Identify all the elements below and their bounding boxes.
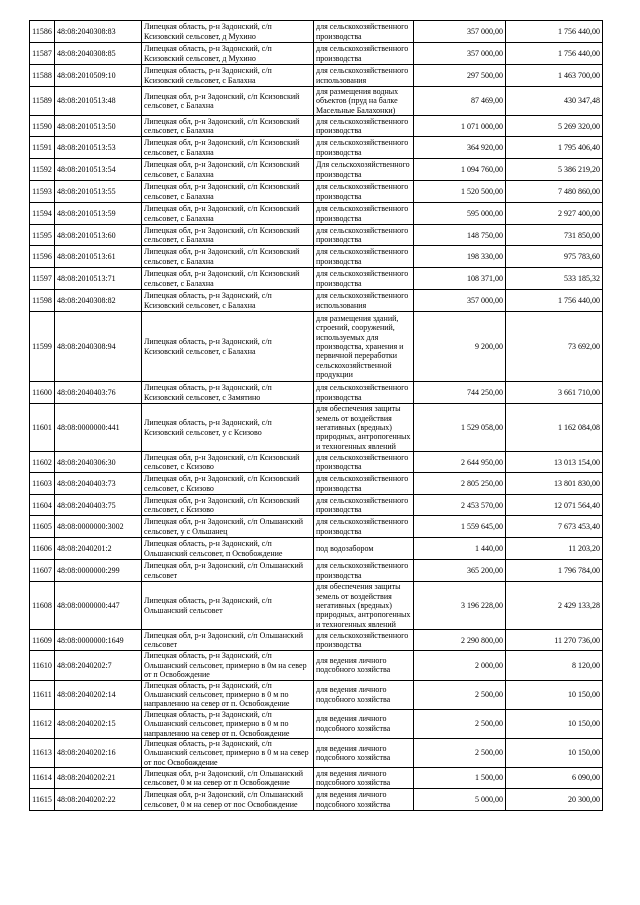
permitted-use-cell: для сельскохозяйственного производства: [314, 382, 414, 404]
permitted-use-cell: для сельскохозяйственного производства: [314, 203, 414, 225]
area-cell: 2 644 950,00: [414, 452, 506, 473]
cadastral-number-cell: 48:08:2040308:85: [55, 43, 142, 65]
permitted-use-cell: для сельскохозяйственного производства: [314, 43, 414, 65]
cadastral-value-cell: 11 270 736,00: [506, 630, 603, 651]
cadastral-value-cell: 11 203,20: [506, 538, 603, 560]
table-row: [30, 630, 603, 651]
location-cell: Липецкая область, р-н Задонский, с/п Ксизовский сельсовет, с Балахна: [142, 290, 314, 312]
table-row: [30, 738, 603, 767]
table-row: [30, 495, 603, 516]
table-row: [30, 203, 603, 225]
area-cell: 1 559 645,00: [414, 516, 506, 538]
cadastral-number-cell: 48:08:2010509:10: [55, 65, 142, 87]
row-number-cell: 11602: [30, 452, 55, 473]
row-number-cell: 11588: [30, 65, 55, 87]
table-row: [30, 582, 603, 630]
location-cell: Липецкая область, р-н Задонский, с/п Ксизовский сельсовет, д Мухино: [142, 21, 314, 43]
location-cell: Липецкая область, р-н Задонский, с/п Ольшанский сельсовет, примерно в 0 м на север от пос Освобождение: [142, 738, 314, 767]
row-number-cell: 11608: [30, 582, 55, 630]
location-cell: Липецкая обл, р-н Задонский, с/п Ксизовский сельсовет, с Балахна: [142, 181, 314, 203]
cadastral-number-cell: 48:08:0000000:299: [55, 560, 142, 582]
location-cell: Липецкая область, р-н Задонский, с/п Ольшанский сельсовет: [142, 582, 314, 630]
cadastral-number-cell: 48:08:2010513:50: [55, 116, 142, 137]
cadastral-value-cell: 10 150,00: [506, 680, 603, 709]
table-row: [30, 137, 603, 159]
area-cell: 2 290 800,00: [414, 630, 506, 651]
row-number-cell: 11607: [30, 560, 55, 582]
cadastral-number-cell: 48:08:2010513:54: [55, 159, 142, 181]
area-cell: 297 500,00: [414, 65, 506, 87]
location-cell: Липецкая обл, р-н Задонский, с/п Ксизовский сельсовет, с Балахна: [142, 116, 314, 137]
area-cell: 2 500,00: [414, 680, 506, 709]
area-cell: 357 000,00: [414, 43, 506, 65]
location-cell: Липецкая обл, р-н Задонский, с/п Ксизовский сельсовет, с Балахна: [142, 159, 314, 181]
area-cell: 2 000,00: [414, 651, 506, 680]
table-row: [30, 516, 603, 538]
permitted-use-cell: для ведения личного подсобного хозяйства: [314, 738, 414, 767]
row-number-cell: 11587: [30, 43, 55, 65]
table-row: [30, 709, 603, 738]
location-cell: Липецкая область, р-н Задонский, с/п Ольшанский сельсовет, п Освобождение: [142, 538, 314, 560]
location-cell: Липецкая область, р-н Задонский, с/п Ксизовский сельсовет, с Замятино: [142, 382, 314, 404]
area-cell: 1 520 500,00: [414, 181, 506, 203]
table-row: [30, 21, 603, 43]
table-row: [30, 65, 603, 87]
cadastral-number-cell: 48:08:0000000:441: [55, 404, 142, 452]
cadastral-number-cell: 48:08:2040308:82: [55, 290, 142, 312]
cadastral-number-cell: 48:08:0000000:447: [55, 582, 142, 630]
cadastral-number-cell: 48:08:2010513:61: [55, 246, 142, 268]
table-row: [30, 680, 603, 709]
cadastral-value-cell: 20 300,00: [506, 789, 603, 811]
permitted-use-cell: для обеспечения защиты земель от воздействия негативных (вредных) природных, антропогенных и техногенных явлений: [314, 582, 414, 630]
cadastral-number-cell: 48:08:2040202:22: [55, 789, 142, 811]
cadastral-number-cell: 48:08:2010513:55: [55, 181, 142, 203]
area-cell: 5 000,00: [414, 789, 506, 811]
table-row: [30, 246, 603, 268]
table-row: [30, 651, 603, 680]
cadastral-value-cell: 13 013 154,00: [506, 452, 603, 473]
row-number-cell: 11604: [30, 495, 55, 516]
table-row: [30, 181, 603, 203]
permitted-use-cell: Для сельскохозяйственного производства: [314, 159, 414, 181]
area-cell: 3 196 228,00: [414, 582, 506, 630]
area-cell: 2 500,00: [414, 738, 506, 767]
location-cell: Липецкая обл, р-н Задонский, с/п Ольшанский сельсовет, 0 м на север от пос Освобождение: [142, 789, 314, 811]
row-number-cell: 11595: [30, 225, 55, 246]
area-cell: 357 000,00: [414, 21, 506, 43]
location-cell: Липецкая область, р-н Задонский, с/п Ксизовский сельсовет, с Балахна: [142, 65, 314, 87]
table-row: [30, 404, 603, 452]
area-cell: 1 440,00: [414, 538, 506, 560]
row-number-cell: 11605: [30, 516, 55, 538]
location-cell: Липецкая область, р-н Задонский, с/п Ксизовский сельсовет, с Балахна: [142, 312, 314, 382]
permitted-use-cell: для сельскохозяйственного производства: [314, 495, 414, 516]
area-cell: 1 071 000,00: [414, 116, 506, 137]
cadastral-number-cell: 48:08:2040202:15: [55, 709, 142, 738]
area-cell: 9 200,00: [414, 312, 506, 382]
cadastral-value-cell: 1 756 440,00: [506, 43, 603, 65]
permitted-use-cell: для сельскохозяйственного производства: [314, 181, 414, 203]
area-cell: 87 469,00: [414, 87, 506, 116]
table-row: [30, 87, 603, 116]
cadastral-value-cell: 1 796 784,00: [506, 560, 603, 582]
cadastral-value-cell: 1 795 406,40: [506, 137, 603, 159]
permitted-use-cell: для ведения личного подсобного хозяйства: [314, 789, 414, 811]
location-cell: Липецкая обл, р-н Задонский, с/п Ксизовский сельсовет, с Балахна: [142, 246, 314, 268]
cadastral-number-cell: 48:08:2040306:30: [55, 452, 142, 473]
location-cell: Липецкая обл, р-н Задонский, с/п Ксизовский сельсовет, с Балахна: [142, 268, 314, 290]
cadastral-value-cell: 10 150,00: [506, 709, 603, 738]
row-number-cell: 11596: [30, 246, 55, 268]
cadastral-value-cell: 7 673 453,40: [506, 516, 603, 538]
permitted-use-cell: для сельскохозяйственного производства: [314, 452, 414, 473]
row-number-cell: 11592: [30, 159, 55, 181]
row-number-cell: 11598: [30, 290, 55, 312]
cadastral-number-cell: 48:08:2010513:48: [55, 87, 142, 116]
permitted-use-cell: для сельскохозяйственного производства: [314, 246, 414, 268]
cadastral-number-cell: 48:08:0000000:1649: [55, 630, 142, 651]
area-cell: 1 094 760,00: [414, 159, 506, 181]
permitted-use-cell: для сельскохозяйственного использования: [314, 290, 414, 312]
location-cell: Липецкая обл, р-н Задонский, с/п Ольшанский сельсовет, у с Ольшанец: [142, 516, 314, 538]
permitted-use-cell: для сельскохозяйственного производства: [314, 473, 414, 495]
location-cell: Липецкая обл, р-н Задонский, с/п Ксизовский сельсовет, с Балахна: [142, 87, 314, 116]
row-number-cell: 11586: [30, 21, 55, 43]
cadastral-value-cell: 533 185,32: [506, 268, 603, 290]
row-number-cell: 11606: [30, 538, 55, 560]
area-cell: 365 200,00: [414, 560, 506, 582]
cadastral-value-cell: 1 756 440,00: [506, 290, 603, 312]
table-row: [30, 268, 603, 290]
row-number-cell: 11600: [30, 382, 55, 404]
location-cell: Липецкая обл, р-н Задонский, с/п Ольшанский сельсовет: [142, 630, 314, 651]
row-number-cell: 11613: [30, 738, 55, 767]
permitted-use-cell: для обеспечения защиты земель от воздействия негативных (вредных) природных, антропогенных и техногенных явлений: [314, 404, 414, 452]
cadastral-number-cell: 48:08:2040201:2: [55, 538, 142, 560]
cadastral-value-cell: 430 347,48: [506, 87, 603, 116]
cadastral-number-cell: 48:08:2040403:73: [55, 473, 142, 495]
table-row: [30, 538, 603, 560]
table-body: [30, 21, 603, 811]
area-cell: 364 920,00: [414, 137, 506, 159]
area-cell: 595 000,00: [414, 203, 506, 225]
permitted-use-cell: для сельскохозяйственного использования: [314, 65, 414, 87]
row-number-cell: 11591: [30, 137, 55, 159]
table-row: [30, 382, 603, 404]
permitted-use-cell: для ведения личного подсобного хозяйства: [314, 768, 414, 789]
cadastral-value-cell: 8 120,00: [506, 651, 603, 680]
cadastral-number-cell: 48:08:2040202:16: [55, 738, 142, 767]
cadastral-value-cell: 13 801 830,00: [506, 473, 603, 495]
table-row: [30, 789, 603, 811]
row-number-cell: 11614: [30, 768, 55, 789]
row-number-cell: 11599: [30, 312, 55, 382]
row-number-cell: 11615: [30, 789, 55, 811]
row-number-cell: 11610: [30, 651, 55, 680]
area-cell: 1 500,00: [414, 768, 506, 789]
table-row: [30, 159, 603, 181]
cadastral-value-cell: 1 463 700,00: [506, 65, 603, 87]
location-cell: Липецкая обл, р-н Задонский, с/п Ксизовский сельсовет, с Балахна: [142, 225, 314, 246]
cadastral-number-cell: 48:08:2040202:7: [55, 651, 142, 680]
cadastral-number-cell: 48:08:2010513:59: [55, 203, 142, 225]
area-cell: 2 453 570,00: [414, 495, 506, 516]
permitted-use-cell: для сельскохозяйственного производства: [314, 225, 414, 246]
area-cell: 357 000,00: [414, 290, 506, 312]
area-cell: 2 805 250,00: [414, 473, 506, 495]
location-cell: Липецкая область, р-н Задонский, с/п Ксизовский сельсовет, у с Ксизово: [142, 404, 314, 452]
row-number-cell: 11612: [30, 709, 55, 738]
table-row: [30, 225, 603, 246]
cadastral-value-cell: 5 386 219,20: [506, 159, 603, 181]
cadastral-value-cell: 73 692,00: [506, 312, 603, 382]
cadastral-number-cell: 48:08:2010513:53: [55, 137, 142, 159]
permitted-use-cell: для сельскохозяйственного производства: [314, 630, 414, 651]
land-parcels-table: [29, 20, 603, 811]
table-row: [30, 452, 603, 473]
location-cell: Липецкая обл, р-н Задонский, с/п Ксизовский сельсовет, с Ксизово: [142, 495, 314, 516]
permitted-use-cell: для размещения зданий, строений, сооружений, используемых для производства, хранения и первичной переработки сельскохозяйственной продукции: [314, 312, 414, 382]
table-row: [30, 473, 603, 495]
permitted-use-cell: для сельскохозяйственного производства: [314, 116, 414, 137]
cadastral-value-cell: 7 480 860,00: [506, 181, 603, 203]
location-cell: Липецкая обл, р-н Задонский, с/п Ксизовский сельсовет, с Балахна: [142, 137, 314, 159]
cadastral-value-cell: 10 150,00: [506, 738, 603, 767]
row-number-cell: 11611: [30, 680, 55, 709]
row-number-cell: 11597: [30, 268, 55, 290]
row-number-cell: 11593: [30, 181, 55, 203]
cadastral-value-cell: 3 661 710,00: [506, 382, 603, 404]
table-row: [30, 290, 603, 312]
cadastral-number-cell: 48:08:2040308:83: [55, 21, 142, 43]
permitted-use-cell: для ведения личного подсобного хозяйства: [314, 680, 414, 709]
area-cell: 108 371,00: [414, 268, 506, 290]
table-row: [30, 768, 603, 789]
permitted-use-cell: для сельскохозяйственного производства: [314, 268, 414, 290]
permitted-use-cell: для сельскохозяйственного производства: [314, 516, 414, 538]
cadastral-number-cell: 48:08:0000000:3002: [55, 516, 142, 538]
area-cell: 198 330,00: [414, 246, 506, 268]
cadastral-value-cell: 2 927 400,00: [506, 203, 603, 225]
location-cell: Липецкая обл, р-н Задонский, с/п Ксизовский сельсовет, с Балахна: [142, 203, 314, 225]
cadastral-value-cell: 975 783,60: [506, 246, 603, 268]
table-row: [30, 43, 603, 65]
cadastral-value-cell: 5 269 320,00: [506, 116, 603, 137]
permitted-use-cell: для сельскохозяйственного производства: [314, 137, 414, 159]
row-number-cell: 11590: [30, 116, 55, 137]
location-cell: Липецкая обл, р-н Задонский, с/п Ольшанский сельсовет, 0 м на север от п Освобождение: [142, 768, 314, 789]
cadastral-value-cell: 12 071 564,40: [506, 495, 603, 516]
location-cell: Липецкая обл, р-н Задонский, с/п Ксизовский сельсовет, с Ксизово: [142, 473, 314, 495]
location-cell: Липецкая область, р-н Задонский, с/п Ксизовский сельсовет, д Мухино: [142, 43, 314, 65]
permitted-use-cell: под водозабором: [314, 538, 414, 560]
location-cell: Липецкая обл, р-н Задонский, с/п Ольшанский сельсовет: [142, 560, 314, 582]
cadastral-value-cell: 2 429 133,28: [506, 582, 603, 630]
location-cell: Липецкая область, р-н Задонский, с/п Ольшанский сельсовет, примерно в 0 м по направлению на север от п. Освобождение: [142, 680, 314, 709]
table-row: [30, 312, 603, 382]
row-number-cell: 11609: [30, 630, 55, 651]
cadastral-number-cell: 48:08:2010513:71: [55, 268, 142, 290]
location-cell: Липецкая область, р-н Задонский, с/п Ольшанский сельсовет, примерно в 0 м по направлению на север от п. Освобождение: [142, 709, 314, 738]
cadastral-value-cell: 1 756 440,00: [506, 21, 603, 43]
area-cell: 148 750,00: [414, 225, 506, 246]
cadastral-number-cell: 48:08:2040403:76: [55, 382, 142, 404]
permitted-use-cell: для сельскохозяйственного производства: [314, 560, 414, 582]
row-number-cell: 11601: [30, 404, 55, 452]
permitted-use-cell: для размещения водных объектов (пруд на балке Масельные Балахонки): [314, 87, 414, 116]
cadastral-number-cell: 48:08:2040202:14: [55, 680, 142, 709]
cadastral-value-cell: 6 090,00: [506, 768, 603, 789]
row-number-cell: 11603: [30, 473, 55, 495]
area-cell: 2 500,00: [414, 709, 506, 738]
area-cell: 744 250,00: [414, 382, 506, 404]
cadastral-number-cell: 48:08:2010513:60: [55, 225, 142, 246]
cadastral-number-cell: 48:08:2040202:21: [55, 768, 142, 789]
location-cell: Липецкая область, р-н Задонский, с/п Ольшанский сельсовет, примерно в 0м на север от п Освобождение: [142, 651, 314, 680]
table-row: [30, 116, 603, 137]
cadastral-number-cell: 48:08:2040403:75: [55, 495, 142, 516]
permitted-use-cell: для ведения личного подсобного хозяйства: [314, 651, 414, 680]
area-cell: 1 529 058,00: [414, 404, 506, 452]
row-number-cell: 11589: [30, 87, 55, 116]
permitted-use-cell: для ведения личного подсобного хозяйства: [314, 709, 414, 738]
permitted-use-cell: для сельскохозяйственного производства: [314, 21, 414, 43]
cadastral-number-cell: 48:08:2040308:94: [55, 312, 142, 382]
cadastral-value-cell: 731 850,00: [506, 225, 603, 246]
table-row: [30, 560, 603, 582]
row-number-cell: 11594: [30, 203, 55, 225]
cadastral-value-cell: 1 162 084,08: [506, 404, 603, 452]
location-cell: Липецкая обл, р-н Задонский, с/п Ксизовский сельсовет, с Ксизово: [142, 452, 314, 473]
